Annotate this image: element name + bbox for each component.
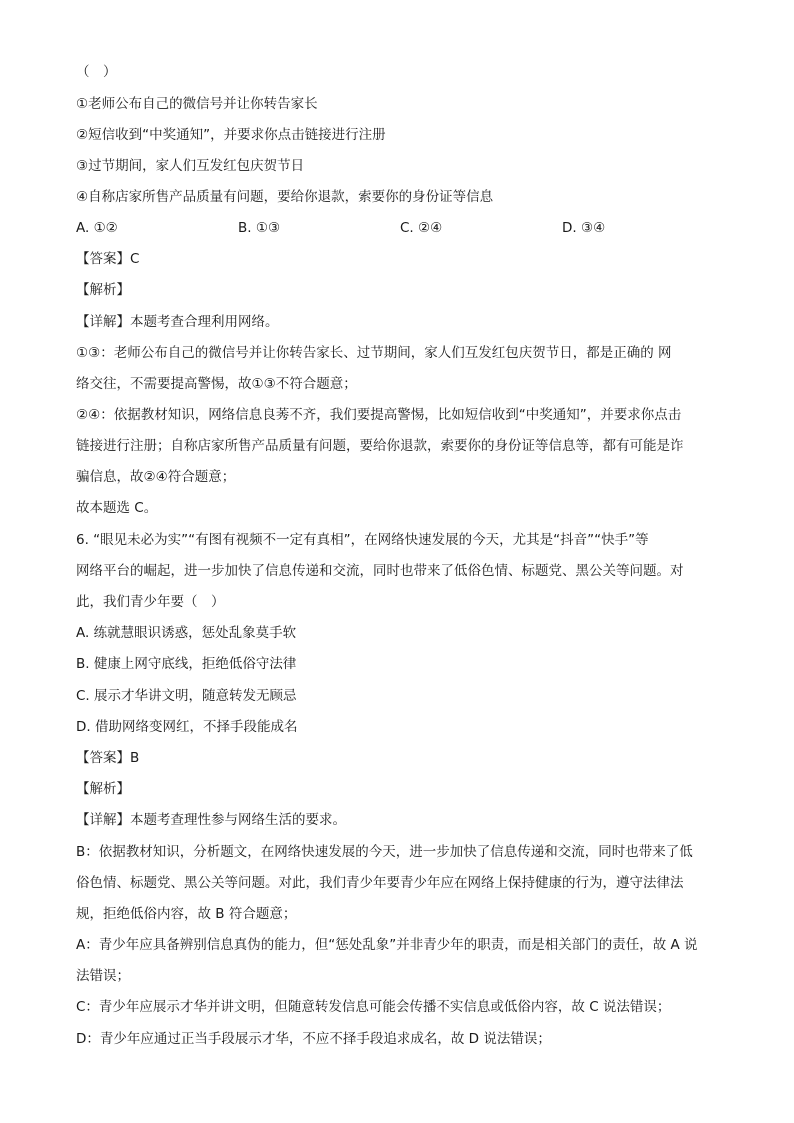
q6-detail: 【详解】本题考查理性参与网络生活的要求。: [76, 812, 346, 828]
q5-option-c: C. ②④: [400, 220, 443, 236]
q6-explanation-line: C：青少年应展示才华并讲文明，但随意转发信息可能会传播不实信息或低俗内容，故 C 说法错误；: [76, 999, 671, 1015]
q5-explanation-line: ①③：老师公布自己的微信号并让你转告家长、过节期间，家人们互发红包庆贺节日，都是正确的 网: [76, 345, 672, 361]
q5-item-4: ④自称店家所售产品质量有问题，要给你退款，索要你的身份证等信息: [76, 189, 494, 205]
q5-item-3: ③过节期间，家人们互发红包庆贺节日: [76, 158, 305, 174]
q6-analysis-heading: 【解析】: [76, 781, 130, 797]
q6-explanation-line: D：青少年应通过正当手段展示才华，不应不择手段追求成名，故 D 说法错误；: [76, 1031, 551, 1047]
q6-option-c: C. 展示才华讲文明，随意转发无顾忌: [76, 688, 297, 704]
q5-answer: 【答案】C: [76, 251, 140, 267]
q5-explanation-line: ②④：依据教材知识，网络信息良莠不齐，我们要提高警惕，比如短信收到“中奖通知”，并要求你点击: [76, 407, 682, 423]
q6-option-b: B. 健康上网守底线，拒绝低俗守法律: [76, 656, 297, 672]
q6-explanation-line: 俗色情、标题党、黑公关等问题。对此，我们青少年要青少年应在网络上保持健康的行为，遵守法律法: [76, 875, 684, 891]
q6-explanation-line: 规，拒绝低俗内容，故 B 符合题意；: [76, 906, 297, 922]
q6-explanation-line: 法错误；: [76, 968, 130, 984]
q5-conclusion: 故本题选 C。: [76, 500, 158, 516]
q6-explanation-line: A：青少年应具备辨别信息真伪的能力，但“惩处乱象”并非青少年的职责，而是相关部门的责任，故 A 说: [76, 937, 698, 953]
q5-option-a: A. ①②: [76, 220, 118, 236]
q6-stem-line: 此，我们青少年要（ ）: [76, 594, 225, 610]
q6-stem-line: 6. “眼见未必为实”“有图有视频不一定有真相”，在网络快速发展的今天，尤其是“抖音”“快手”等: [76, 532, 649, 548]
q6-answer: 【答案】B: [76, 750, 140, 766]
q5-explanation-line: 链接进行注册；自称店家所售产品质量有问题，要给你退款，索要你的身份证等信息等，都有可能是诈: [76, 438, 684, 454]
q5-explanation-line: 络交往，不需要提高警惕，故①③不符合题意；: [76, 376, 357, 392]
q5-item-1: ①老师公布自己的微信号并让你转告家长: [76, 96, 318, 112]
q6-explanation-line: B：依据教材知识，分析题文，在网络快速发展的今天，进一步加快了信息传递和交流，同时也带来了低: [76, 844, 693, 860]
q6-option-a: A. 练就慧眼识诱惑，惩处乱象莫手软: [76, 625, 297, 641]
q5-explanation-line: 骗信息，故②④符合题意；: [76, 469, 236, 485]
q5-detail: 【详解】本题考查合理利用网络。: [76, 314, 279, 330]
q5-option-b: B. ①③: [238, 220, 281, 236]
q5-option-d: D. ③④: [562, 220, 606, 236]
q5-answer-parentheses: （ ）: [76, 64, 117, 80]
q5-item-2: ②短信收到“中奖通知”，并要求你点击链接进行注册: [76, 127, 386, 143]
q6-option-d: D. 借助网络变网红，不择手段能成名: [76, 719, 298, 735]
q5-analysis-heading: 【解析】: [76, 282, 130, 298]
q6-stem-line: 网络平台的崛起，进一步加快了信息传递和交流，同时也带来了低俗色情、标题党、黑公关等问题。对: [76, 563, 684, 579]
